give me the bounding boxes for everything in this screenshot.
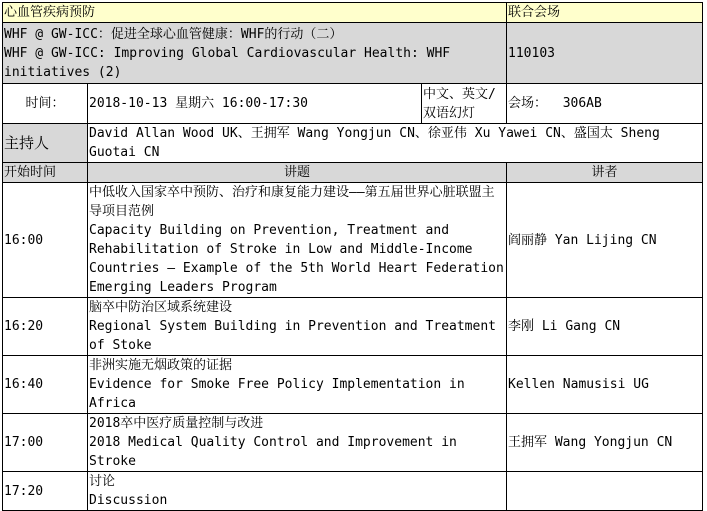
session-title-cn: WHF @ GW-ICC：促进全球心血管健康：WHF的行动（二） (4, 26, 343, 42)
session-title-en: WHF @ GW-ICC: Improving Global Cardiovascular Health: WHF initiatives (2) (4, 45, 451, 80)
talk-title-cn: 脑卒中防治区域系统建设 (89, 300, 233, 315)
session-code: 110103 (507, 23, 703, 84)
talk-title-en: Evidence for Smoke Free Policy Implementation in Africa (89, 377, 465, 411)
venue-value: 306AB (562, 96, 602, 111)
column-start-time: 开始时间 (3, 163, 88, 183)
talk-time: 16:20 (3, 298, 88, 356)
talk-topic (88, 356, 507, 414)
time-label: 时间： (3, 84, 88, 124)
session-title-cell (3, 23, 507, 84)
venue-cell (507, 84, 703, 124)
category-cell: 心血管疾病预防 (3, 3, 507, 23)
time-value: 2018-10-13 星期六 16:00-17:30 (88, 84, 422, 124)
talk-topic (88, 183, 507, 298)
session-title-row (3, 23, 703, 84)
talk-topic (88, 414, 507, 472)
talk-title-en: 2018 Medical Quality Control and Improvement in Stroke (89, 435, 457, 469)
talk-title-cn: 2018卒中医疗质量控制与改进 (89, 416, 264, 431)
talk-time: 16:40 (3, 356, 88, 414)
talk-speaker: 阎丽静 Yan Lijing CN (507, 183, 703, 298)
session-type-cell: 联合会场 (507, 3, 703, 23)
talk-row (3, 472, 703, 511)
talk-speaker: Kellen Namusisi UG (507, 356, 703, 414)
talk-speaker: 李刚 Li Gang CN (507, 298, 703, 356)
column-speaker: 讲者 (507, 163, 703, 183)
language: 中文、英文/双语幻灯 (422, 84, 507, 124)
talk-row (3, 414, 703, 472)
talk-speaker (507, 472, 703, 511)
talk-topic (88, 472, 507, 511)
talk-title-en: Regional System Building in Prevention and Treatment of Stoke (89, 319, 496, 353)
talk-time: 16:00 (3, 183, 88, 298)
talk-time: 17:00 (3, 414, 88, 472)
column-topic: 讲题 (88, 163, 507, 183)
header-row (3, 3, 703, 23)
talk-title-cn: 中低收入国家卒中预防、治疗和康复能力建设——第五届世界心脏联盟主导项目范例 (89, 185, 495, 219)
venue-label: 会场： (508, 96, 548, 111)
moderator-label: 主持人 (3, 124, 88, 163)
talk-title-cn: 非洲实施无烟政策的证据 (89, 358, 233, 373)
talk-row (3, 356, 703, 414)
column-header-row (3, 163, 703, 183)
talk-row (3, 298, 703, 356)
info-row (3, 84, 703, 124)
talk-row (3, 183, 703, 298)
talk-topic (88, 298, 507, 356)
talk-title-cn: 讨论 (89, 474, 116, 489)
talk-time: 17:20 (3, 472, 88, 511)
moderator-row (3, 124, 703, 163)
talk-title-en: Discussion (89, 493, 168, 508)
talk-speaker: 王拥军 Wang Yongjun CN (507, 414, 703, 472)
schedule-table (2, 2, 703, 511)
moderator-names: David Allan Wood UK、王拥军 Wang Yongjun CN、徐亚伟 Xu Yawei CN、盛国太 Sheng Guotai CN (88, 124, 703, 163)
talk-title-en: Capacity Building on Prevention, Treatment and Rehabilitation of Stroke in Low and Middle-Income Countries – Example of the 5th World Heart Federation Emerging Leaders Program (89, 223, 504, 295)
